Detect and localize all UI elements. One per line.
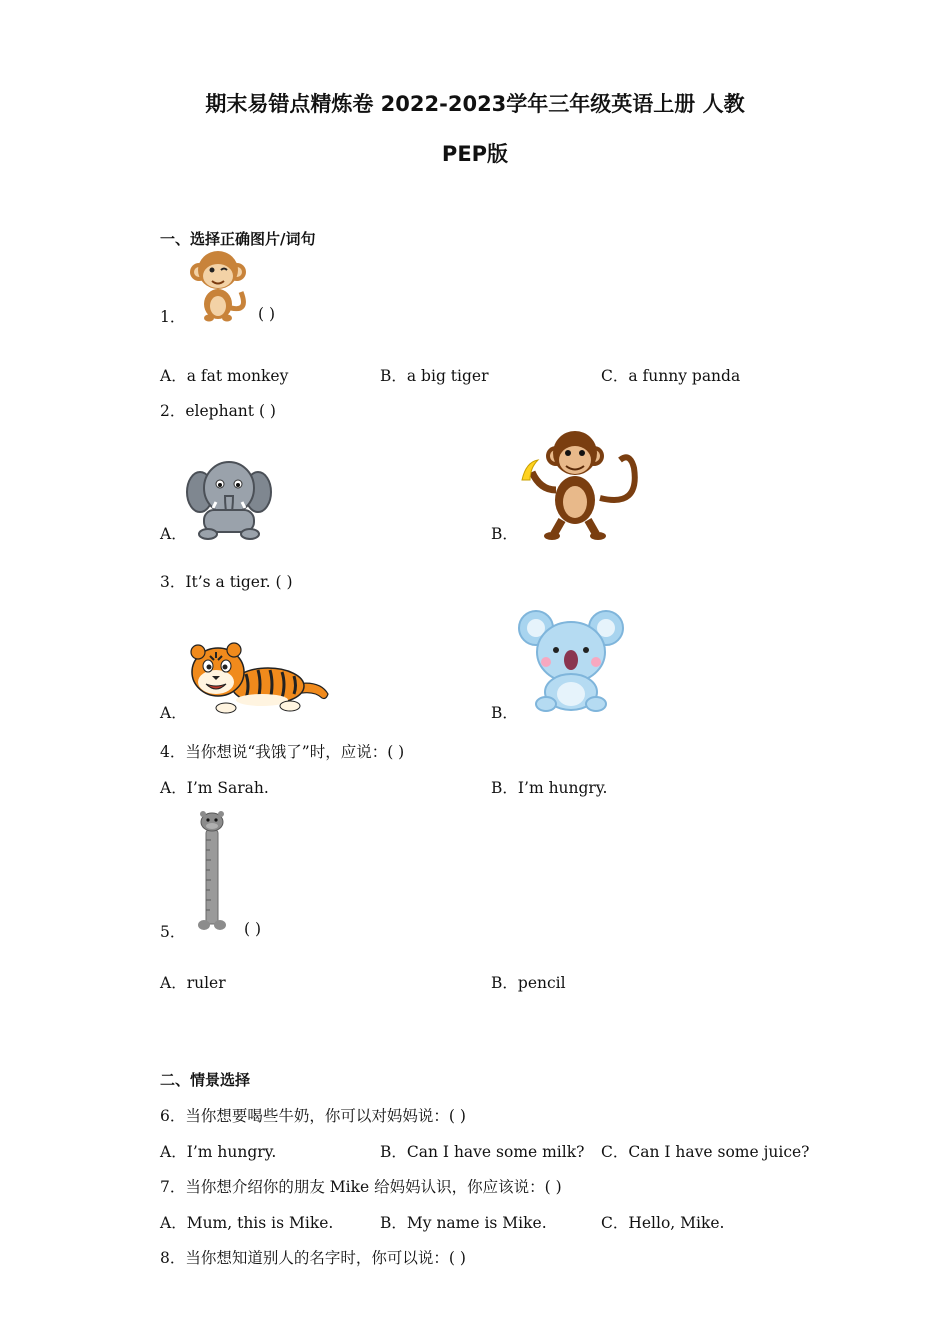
q6-option-c: C．Can I have some juice?: [601, 1143, 810, 1161]
q2-option-b-label: B．: [491, 525, 518, 543]
question-4-text: 4．当你想说“我饿了”时，应说：( ): [160, 743, 405, 761]
q7-option-c: C．Hello, Mike.: [601, 1214, 725, 1232]
q7-option-b: B．My name is Mike.: [380, 1214, 547, 1232]
q4-option-b: B．I’m hungry.: [491, 779, 608, 797]
section-heading-2: 二、情景选择: [160, 1071, 251, 1089]
q1-option-b: B．a big tiger: [380, 367, 489, 385]
question-1-answer-paren: ( ): [258, 305, 276, 323]
koala-image: [518, 604, 624, 712]
q1-option-a: A．a fat monkey: [160, 367, 289, 385]
question-2-text: 2．elephant ( ): [160, 402, 276, 420]
hippo-ruler-image: [196, 810, 228, 932]
q5-option-b: B．pencil: [491, 974, 566, 992]
tiger-image: [186, 632, 332, 716]
page-title-line2: PEP版: [441, 142, 509, 166]
question-7-text: 7．当你想介绍你的朋友 Mike 给妈妈认识，你应该说：( ): [160, 1178, 562, 1196]
question-8-text: 8．当你想知道别人的名字时，你可以说：( ): [160, 1249, 466, 1267]
q4-option-a: A．I’m Sarah.: [160, 779, 269, 797]
section-heading-1: 一、选择正确图片/词句: [160, 230, 316, 248]
monkey-with-banana-image: [514, 428, 640, 540]
q6-option-b: B．Can I have some milk?: [380, 1143, 585, 1161]
question-6-text: 6．当你想要喝些牛奶，你可以对妈妈说：( ): [160, 1107, 466, 1125]
question-1-number: 1．: [160, 308, 186, 326]
q3-option-a-label: A．: [160, 704, 187, 722]
q2-option-a-label: A．: [160, 525, 187, 543]
question-5-number: 5．: [160, 923, 186, 941]
q3-option-b-label: B．: [491, 704, 518, 722]
q6-option-a: A．I’m hungry.: [160, 1143, 277, 1161]
winking-monkey-image: [183, 248, 253, 322]
page-title: 期末易错点精炼卷 2022-2023学年三年级英语上册 人教: [205, 92, 745, 116]
q1-option-c: C．a funny panda: [601, 367, 741, 385]
question-3-text: 3．It’s a tiger. ( ): [160, 573, 293, 591]
q5-option-a: A．ruler: [160, 974, 226, 992]
elephant-image: [186, 458, 272, 540]
q7-option-a: A．Mum, this is Mike.: [160, 1214, 334, 1232]
question-5-answer-paren: ( ): [244, 920, 262, 938]
